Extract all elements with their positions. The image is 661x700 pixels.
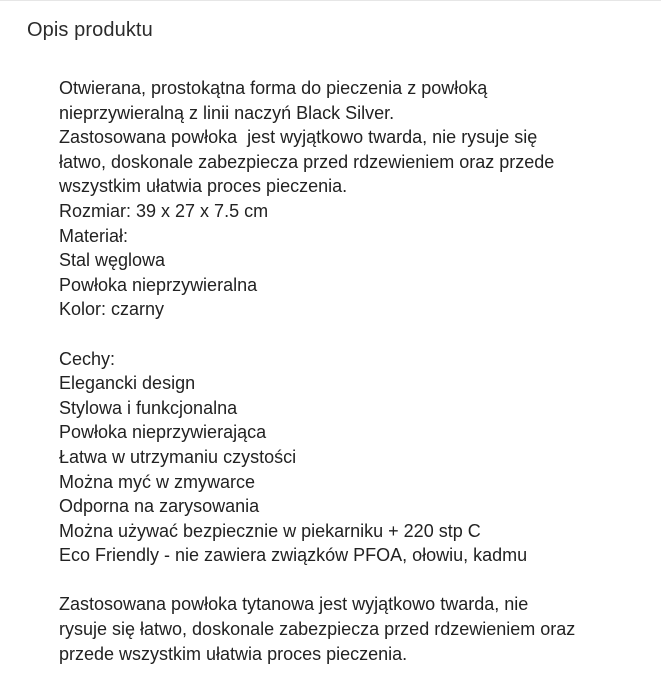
description-line: przede wszystkim ułatwia proces pieczenia. (59, 643, 408, 664)
material-item: Stal węglowa (59, 250, 166, 271)
blank-line (59, 322, 659, 347)
description-line: wszystkim ułatwia proces pieczenia. (59, 176, 348, 197)
feature-item: Łatwa w utrzymaniu czystości (59, 446, 297, 467)
description-line: Zastosowana powłoka jest wyjątkowo twarda, nie rysuje się (59, 127, 538, 148)
feature-item: Można myć w zmywarce (59, 471, 256, 492)
blank-line (59, 568, 659, 593)
feature-item: Elegancki design (59, 373, 196, 394)
description-line: nieprzywieralną z linii naczyń Black Silver. (59, 102, 395, 123)
material-item: Powłoka nieprzywieralna (59, 274, 258, 295)
feature-item: Odporna na zarysowania (59, 496, 260, 517)
size-line: Rozmiar: 39 x 27 x 7.5 cm (59, 200, 269, 221)
feature-item: Można używać bezpiecznie w piekarniku + 220 stp C (59, 520, 481, 541)
product-description (59, 76, 659, 666)
features-label: Cechy: (59, 348, 116, 369)
feature-item: Eco Friendly - nie zawiera związków PFOA, ołowiu, kadmu (59, 545, 528, 566)
description-line: łatwo, doskonale zabezpiecza przed rdzewieniem oraz przede (59, 151, 555, 172)
description-line: rysuje się łatwo, doskonale zabezpiecza przed rdzewieniem oraz (59, 619, 576, 640)
description-line: Zastosowana powłoka tytanowa jest wyjątkowo twarda, nie (59, 594, 529, 615)
material-label: Materiał: (59, 225, 129, 246)
feature-item: Powłoka nieprzywierająca (59, 422, 267, 443)
description-line: Otwierana, prostokątna forma do pieczenia z powłoką (59, 78, 488, 98)
color-line: Kolor: czarny (59, 299, 165, 320)
section-title: Opis produktu (27, 19, 153, 41)
feature-item: Stylowa i funkcjonalna (59, 397, 238, 418)
top-divider (0, 0, 661, 1)
